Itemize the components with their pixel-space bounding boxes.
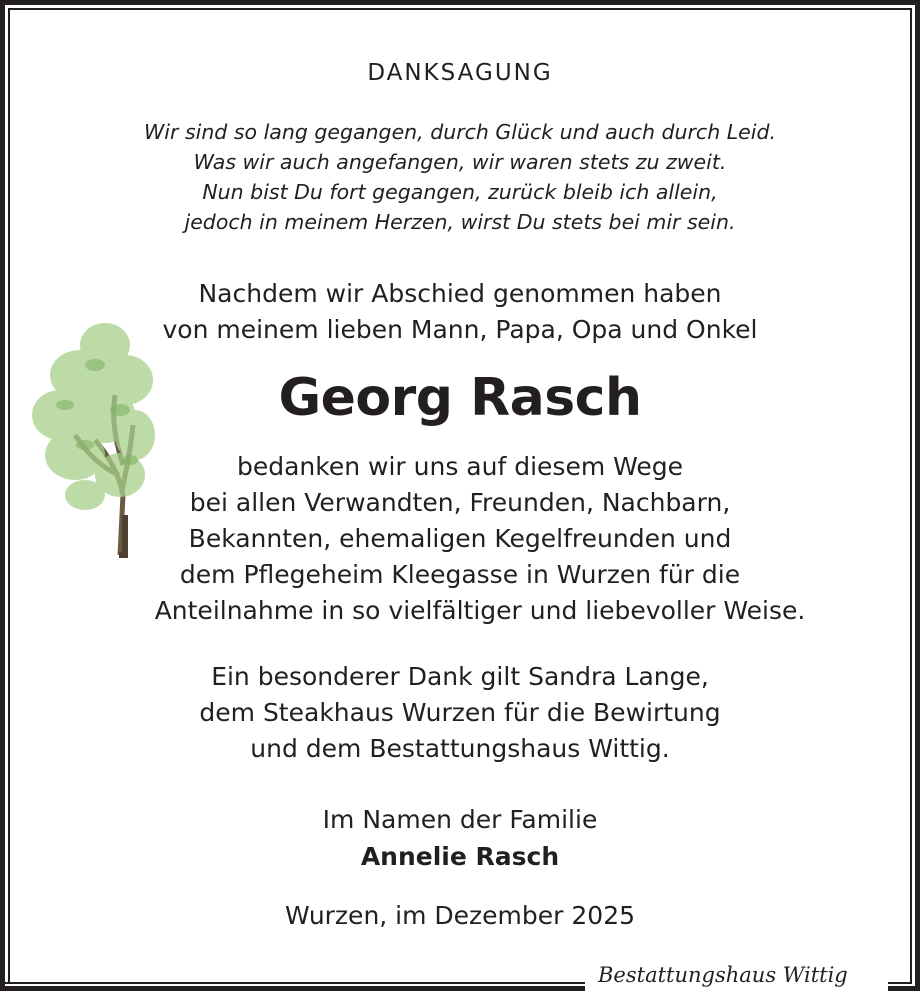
poem-line: Nun bist Du fort gegangen, zurück bleib ich allein, xyxy=(202,180,718,204)
intro-line: von meinem lieben Mann, Papa, Opa und Onkel xyxy=(162,315,758,344)
heading: DANKSAGUNG xyxy=(367,60,553,86)
special-thanks-line: und dem Bestattungshaus Wittig. xyxy=(250,734,670,763)
poem-line: jedoch in meinem Herzen, wirst Du stets bei mir sein. xyxy=(184,210,736,234)
bottom-border xyxy=(0,986,585,991)
intro-line: Nachdem wir Abschied genommen haben xyxy=(198,279,722,308)
special-thanks xyxy=(0,659,920,767)
special-thanks-line: Ein besonderer Dank gilt Sandra Lange, xyxy=(211,662,709,691)
thanks-line: Anteilnahme in so vielfältiger und liebevoller Weise. xyxy=(154,596,806,625)
poem-line: Wir sind so lang gegangen, durch Glück und auch durch Leid. xyxy=(144,120,776,144)
bottom-border xyxy=(888,982,912,984)
funeral-home-footer: Bestattungshaus Wittig xyxy=(598,963,848,987)
thanks-line: bedanken wir uns auf diesem Wege xyxy=(236,452,684,481)
thanks xyxy=(0,449,920,629)
thanks-line: bei allen Verwandten, Freunden, Nachbarn, xyxy=(189,488,731,517)
thanks-line: Bekannten, ehemaligen Kegelfreunden und xyxy=(188,524,732,553)
signer-name: Annelie Rasch xyxy=(360,842,560,871)
bottom-border xyxy=(0,982,585,984)
intro xyxy=(0,276,920,348)
bottom-border xyxy=(888,986,920,991)
family-line: Im Namen der Familie xyxy=(322,805,598,834)
deceased-name: Georg Rasch xyxy=(278,368,642,428)
inner-border xyxy=(8,8,912,10)
special-thanks-line: dem Steakhaus Wurzen für die Bewirtung xyxy=(199,698,721,727)
poem-line: Was wir auch angefangen, wir waren stets zu zweit. xyxy=(193,150,727,174)
frame-border xyxy=(0,0,920,5)
poem xyxy=(0,117,920,237)
thanks-line: dem Pflegeheim Kleegasse in Wurzen für die xyxy=(179,560,741,589)
place-date: Wurzen, im Dezember 2025 xyxy=(284,901,636,930)
